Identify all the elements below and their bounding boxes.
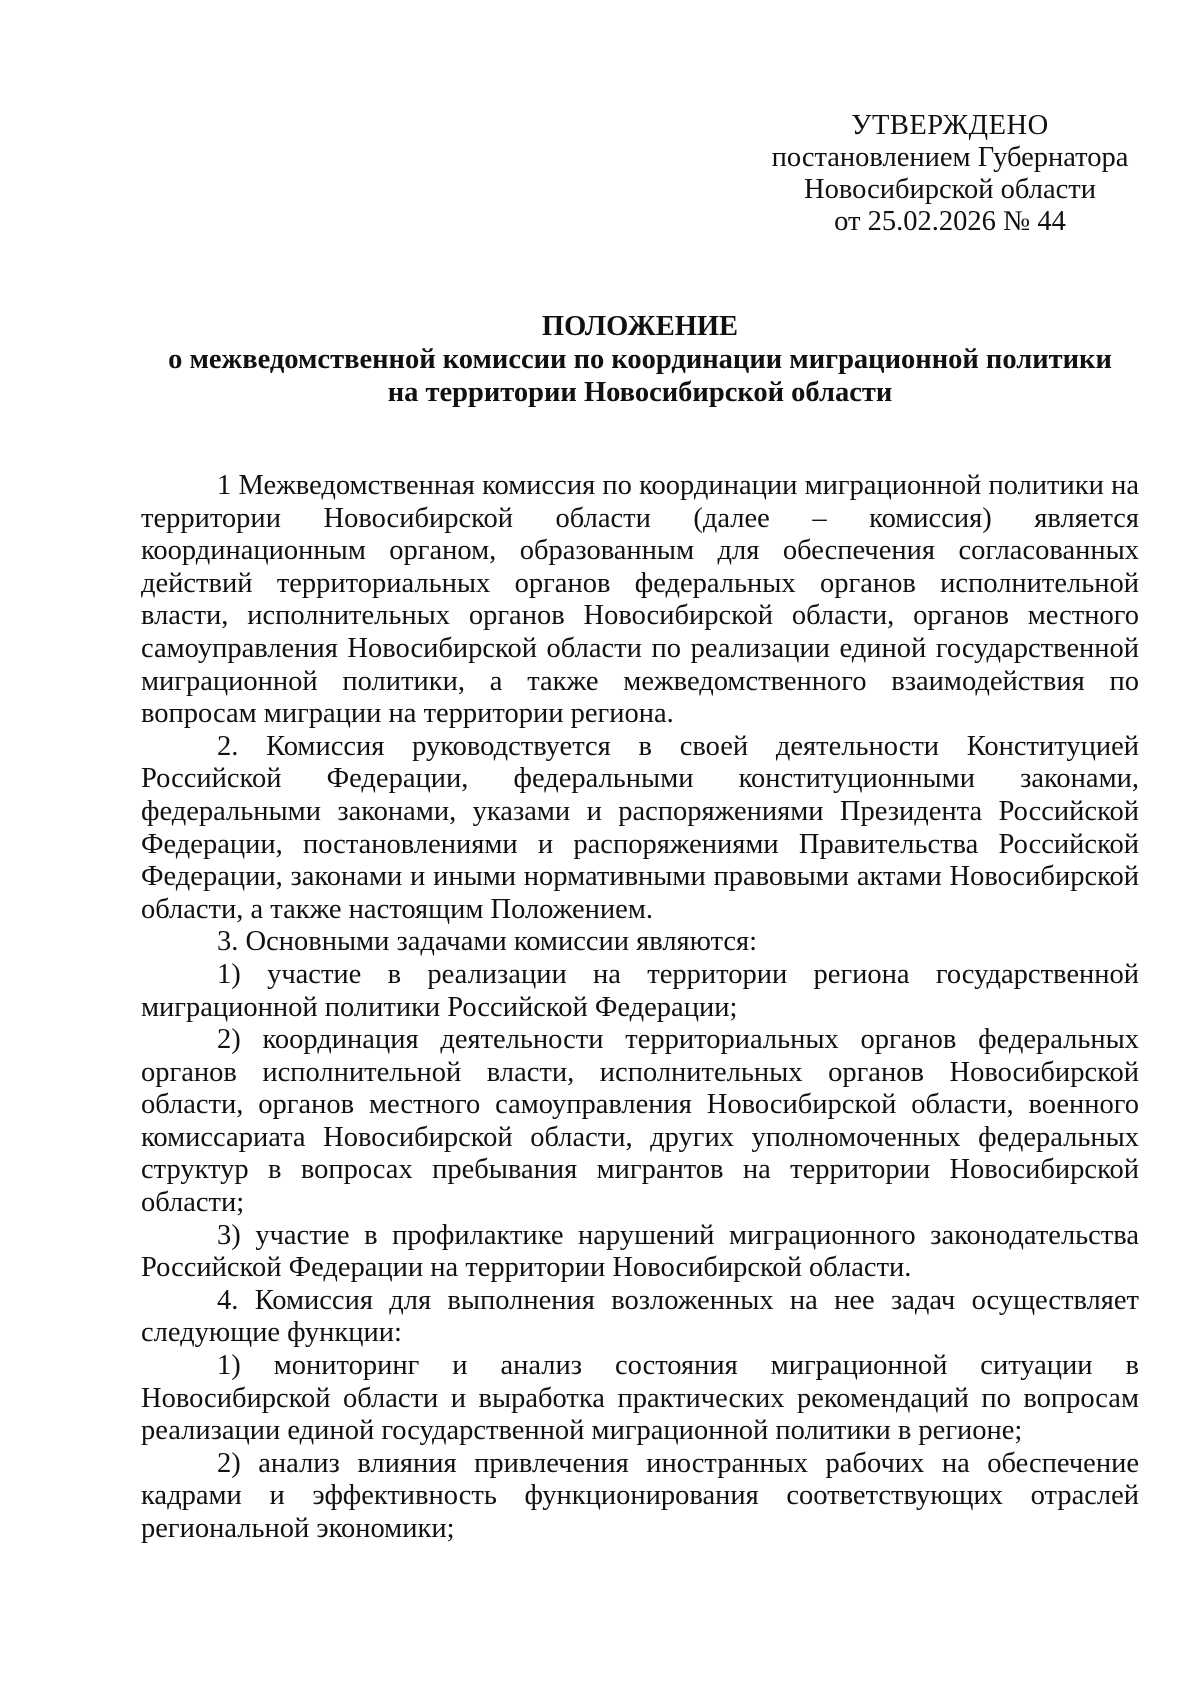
list-item-function-1: 1) мониторинг и анализ состояния миграционной ситуации в Новосибирской области и выработка практических рекомендаций по вопросам реализации единой государственной миграционной политики в регионе; — [141, 1350, 1139, 1447]
approval-line-date-number: от 25.02.2026 № 44 — [834, 206, 1066, 237]
paragraph-3: 3. Основными задачами комиссии являются: — [217, 926, 758, 958]
paragraph-1: 1 Межведомственная комиссия по координации миграционной политики на территории Новосибирской области (далее – комиссия) является координационным органом, образованным для обеспечения согласованных действий территориальных органов федеральных органов исполнительной власти, исполнительных органов Новосибирской области, органов местного самоуправления Новосибирской области по реализации единой государственной миграционной политики, а также межведомственного взаимодействия по вопросам миграции на территории региона. — [141, 470, 1139, 730]
document-subtitle-line-1: о межведомственной комиссии по координации миграционной политики — [168, 344, 1112, 375]
document-heading: ПОЛОЖЕНИЕ — [541, 311, 739, 342]
approval-line-authority: постановлением Губернатора — [771, 142, 1129, 173]
document-body — [141, 470, 1139, 1546]
document-subtitle-line-2: на территории Новосибирской области — [387, 377, 893, 408]
approval-line-region: Новосибирской области — [804, 174, 1096, 205]
approval-stamp — [750, 110, 1150, 238]
list-item-task-1: 1) участие в реализации на территории региона государственной миграционной политики Российской Федерации; — [141, 958, 1139, 1023]
approval-label: УТВЕРЖДЕНО — [851, 110, 1049, 141]
paragraph-4: 4. Комиссия для выполнения возложенных на нее задач осуществляет следующие функции: — [141, 1284, 1139, 1349]
list-item-task-3: 3) участие в профилактике нарушений миграционного законодательства Российской Федерации на территории Новосибирской области. — [141, 1219, 1139, 1284]
list-item-task-2: 2) координация деятельности территориальных органов федеральных органов исполнительной власти, исполнительных органов Новосибирской области, органов местного самоуправления Новосибирской области, военного комиссариата Новосибирской области, других уполномоченных федеральных структур в вопросах пребывания мигрантов на территории Новосибирской области; — [141, 1024, 1139, 1219]
list-item-function-2: 2) анализ влияния привлечения иностранных рабочих на обеспечение кадрами и эффективность функционирования соответствующих отраслей региональной экономики; — [141, 1447, 1139, 1544]
paragraph-2: 2. Комиссия руководствуется в своей деятельности Конституцией Российской Федерации, федеральными конституционными законами, федеральными законами, указами и распоряжениями Президента Российской Федерации, постановлениями и распоряжениями Правительства Российской Федерации, законами и иными нормативными правовыми актами Новосибирской области, а также настоящим Положением. — [141, 730, 1139, 925]
document-title — [140, 310, 1140, 409]
